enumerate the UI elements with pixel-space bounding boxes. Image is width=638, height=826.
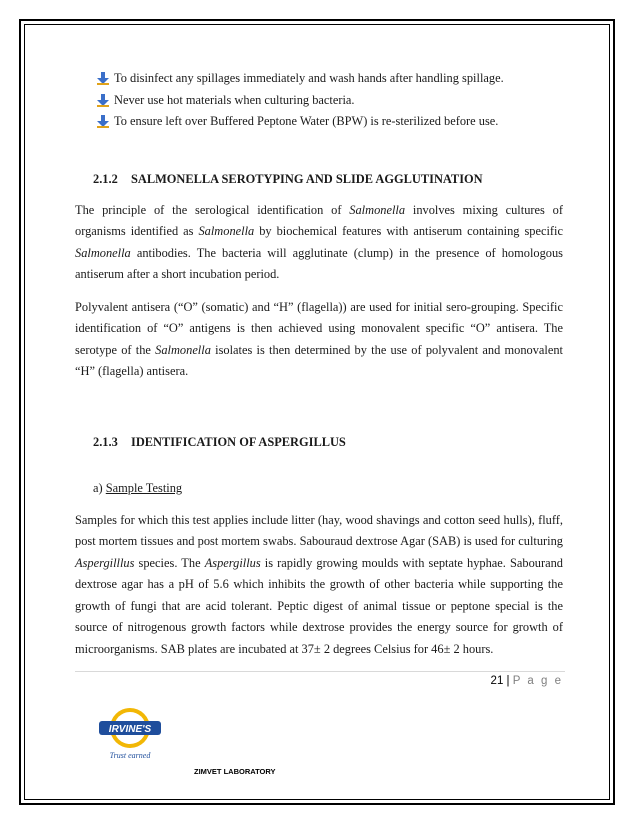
text-run: is rapidly growing moulds with septate hyphae. Sabourand dextrose agar has a pH of 5.6 which inhibits the growth of other bacteria while supporting the growth of fungi that are acid tolerant. Peptic digest of animal tissue or peptone special is the source of nitrogenous growth factors while dextrose provides the energy source for growth of microorganisms. SAB plates are incubated at 37± 2 degrees Celsius for 46± 2 hours.: [75, 555, 563, 656]
text-run: Samples for which this test applies include litter (hay, wood shavings and cotton seed hulls), fluff, post mortem tissues and post mortem swabs. Sabouraud dextrose Agar (SAB) is used for culturing: [75, 512, 563, 548]
section-title: IDENTIFICATION OF ASPERGILLUS: [131, 434, 346, 449]
text-run: isolates is then determined by the use of polyvalent and monovalent “H” (flagella) antisera.: [75, 342, 563, 378]
text-run: species. The: [134, 555, 205, 570]
subheading-title: Sample Testing: [105, 480, 183, 495]
section-title: SALMONELLA SEROTYPING AND SLIDE AGGLUTINATION: [131, 171, 483, 186]
subheading-label: a): [93, 480, 103, 495]
italic-term: Aspergilllus: [75, 555, 135, 570]
paragraph-principle: [75, 200, 563, 286]
italic-term: Salmonella: [349, 202, 406, 217]
text-run: by biochemical features with antiserum containing specific: [254, 224, 563, 238]
text-run: The principle of the serological identification of: [75, 202, 350, 217]
text-run: involves mixing cultures of organisms identified as: [75, 202, 563, 238]
logo-wordmark: IRVINE'S: [108, 724, 152, 735]
page-number-value: 21: [490, 675, 504, 687]
page-number: [491, 675, 563, 687]
italic-term: Salmonella: [75, 245, 131, 260]
subheading-sample-testing: [75, 478, 563, 498]
page-word: P a g e: [512, 675, 563, 687]
text-run: antibodies. The bacteria will agglutinate (clump) in the presence of homologous antiserum after a short incubation period.: [75, 245, 563, 281]
lab-name: ZIMVET LABORATORY: [194, 767, 276, 776]
arrow-down-bullet-icon: [97, 115, 109, 128]
irvines-logo: [97, 706, 163, 762]
page-content: [75, 68, 563, 660]
precaution-list: [75, 68, 563, 133]
page-number-separator: |: [506, 675, 510, 687]
list-item: [97, 90, 563, 112]
list-item-text: To disinfect any spillages immediately and wash hands after handling spillage.: [114, 71, 504, 85]
italic-term: Salmonella: [155, 342, 211, 357]
list-item: [97, 68, 563, 90]
section-heading-aspergillus: [75, 435, 563, 450]
arrow-down-bullet-icon: [97, 72, 109, 85]
section-number: 2.1.2: [93, 171, 118, 186]
footer-divider: [75, 671, 565, 672]
list-item-text: To ensure left over Buffered Peptone Water (BPW) is re-sterilized before use.: [114, 114, 499, 128]
list-item: [97, 111, 563, 133]
paragraph-sample-testing: [75, 510, 563, 661]
italic-term: Salmonella: [198, 224, 255, 238]
text-run: Polyvalent antisera (“O” (somatic) and “H” (flagella)) are used for initial sero-grouping. Specific identification of “O” antigens is then achieved using monovalent specific “O” antisera. The serotype of the: [75, 299, 563, 357]
list-item-text: Never use hot materials when culturing bacteria.: [114, 92, 355, 107]
paragraph-antisera: [75, 297, 563, 383]
logo-tagline: Trust earned: [109, 751, 151, 760]
section-heading-salmonella: [75, 172, 563, 187]
arrow-down-bullet-icon: [97, 94, 109, 107]
italic-term: Aspergillus: [204, 555, 261, 570]
section-number: 2.1.3: [93, 434, 118, 449]
